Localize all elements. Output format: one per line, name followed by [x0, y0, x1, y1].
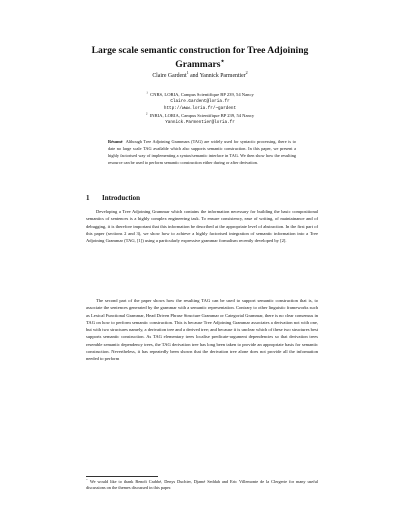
title-footnote-mark: ⋆	[220, 57, 225, 65]
author-1: Claire Gardent	[152, 73, 187, 79]
author-line	[70, 70, 330, 79]
footnote-text: We would like to thank Benoît Crabbé, Denys Duchier, Djamé Seddah and Eric Villemonte de la Clergerie for many useful discussions on the themes discussed in this paper.	[86, 479, 318, 491]
paragraph-2: The second part of the paper shows how the resulting TAG can be used to support semantic construction that is, to associate the sentences generated by the grammar with a semantic representation. Contrary to other linguistic frameworks such as Lexical Functional Grammar, Head Driven Phrase Structure Grammar or Categorial Grammar, there is no clear consensus in TAG on how to perform semantic construction. This is because Tree Adjoining Grammar associates a derivation not with one, but with two structures namely, a derivation tree and a derived tree; and because it is unclear which of these two structures best supports semantic construction. As TAG elementary trees localise predicate-argument dependencies so that derivation trees resemble semantic dependency trees, the TAG derivation tree has long been taken to provide an appropriate basis for semantic construction. Nevertheless, it has repeatedly been shown that the derivation tree alone does not provide all the information needed to perform	[86, 298, 318, 361]
section-number: 1	[86, 194, 90, 202]
author-1-sup: 1	[186, 70, 189, 76]
author-conjunction: and	[188, 73, 200, 79]
affiliation-2-address: INRIA, LORIA, Campus Scientifique BP 239, 54 Nancy	[149, 113, 255, 118]
paper-title	[70, 44, 330, 72]
affiliation-1-address: CNRS, LORIA, Campus Scientifique BP 239, 54 Nancy	[150, 92, 254, 97]
section-title: Introduction	[102, 194, 140, 202]
footnote-mark: ⋆	[86, 477, 88, 482]
affiliation-2-sup: 2	[145, 111, 148, 116]
author-2-sup: 2	[245, 70, 248, 76]
title-text: Large scale semantic construction for Tree Adjoining Grammars	[91, 45, 309, 70]
affiliation-2-email[interactable]: Yannick.Parmentier@loria.fr	[165, 120, 235, 126]
abstract-text: Although Tree Adjoining Grammars (TAG) are widely used for syntactic processing, there is to date no large scale TAG available which also supports semantic construction. In this paper, we present a highly factorised way of implementing a syntax/semantic interface in TAG. We then show how the resulting resource can be used to perform semantic construction either during or after derivation.	[108, 139, 296, 165]
affiliation-1-url[interactable]: http://www.loria.fr/~gardent	[163, 106, 237, 112]
author-2: Yannick Parmentier	[199, 73, 246, 79]
affiliation-1-sup: 1	[146, 90, 148, 95]
abstract-label: Résumé	[108, 139, 123, 144]
affiliation-2	[70, 112, 330, 126]
affiliation-1-email[interactable]: Claire.Gardent@loria.fr	[170, 99, 230, 105]
footnote-rule	[86, 476, 158, 477]
abstract	[108, 139, 296, 167]
paragraph-1: Developing a Tree Adjoining Grammar which contains the information necessary for building the basic compositional semantics of sentences is a highly complex engineering task. To ensure consistency, ease of writing, of maintainance and of debugging, it is therefore important that this information be described at the appropriate level of abstraction. In the first part of this paper (sections 2 and 3), we show how to achieve a highly factorised integration of semantic information into a Tree Adjoining Grammar (TAG, [1]) using a particularly expressive grammar formalism recently developed by [2].	[86, 209, 318, 243]
section-heading	[86, 194, 326, 202]
footnote	[86, 479, 318, 492]
